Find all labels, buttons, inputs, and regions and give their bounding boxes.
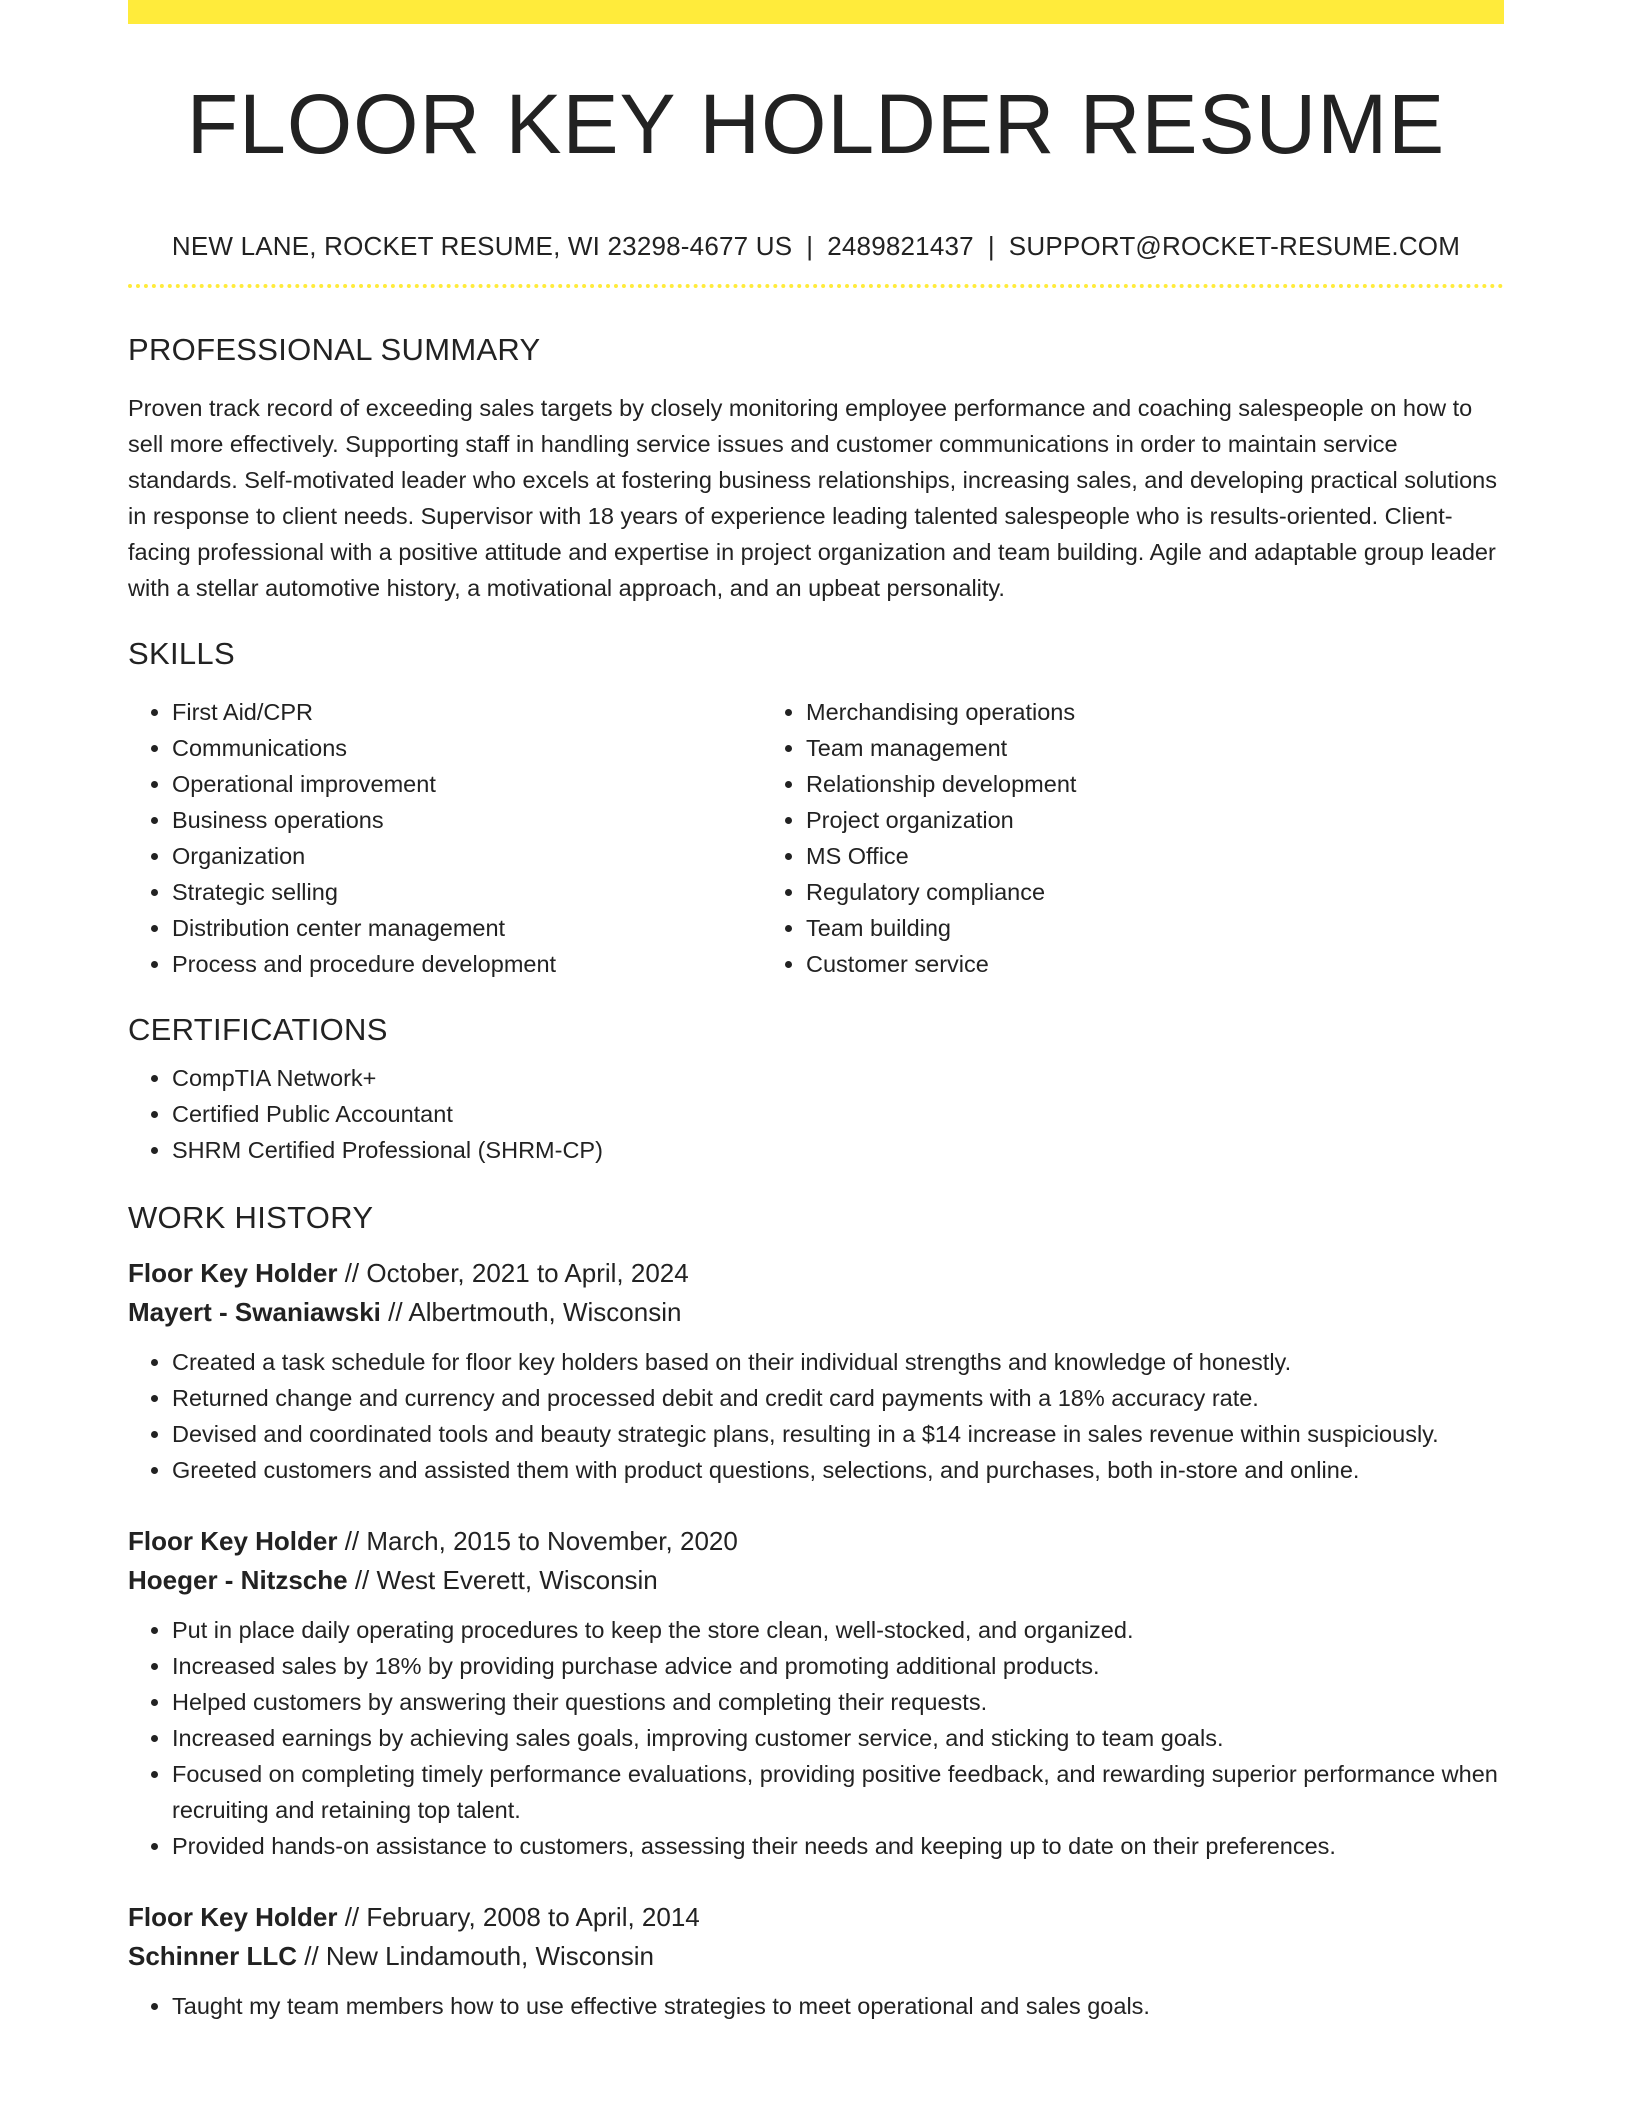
job-duty-item: • Increased earnings by achieving sales goals, improving customer service, and sticking to team goals. [172,1720,1504,1756]
skill-item: • Distribution center management [172,910,762,946]
contact-separator: | [987,231,995,261]
skill-item: • Strategic selling [172,874,762,910]
skills-column-left [128,694,762,982]
job-company: Hoeger - Nitzsche [128,1565,348,1595]
job-dates: // March, 2015 to November, 2020 [337,1526,738,1556]
job-duty-item: • Helped customers by answering their questions and completing their requests. [172,1684,1504,1720]
job-dates: // February, 2008 to April, 2014 [337,1902,700,1932]
skill-item: • Team management [806,730,1396,766]
job-duties-list [128,1988,1504,2024]
job-entry [128,1522,1504,1864]
job-duty-item: • Greeted customers and assisted them with product questions, selections, and purchases, both in-store and online. [172,1452,1504,1488]
job-dates: // October, 2021 to April, 2024 [337,1258,689,1288]
contact-phone: 2489821437 [827,231,974,261]
skill-item: • Project organization [806,802,1396,838]
skill-item: • Team building [806,910,1396,946]
certification-item: • CompTIA Network+ [172,1060,1504,1096]
job-duty-item: • Increased sales by 18% by providing purchase advice and promoting additional products. [172,1648,1504,1684]
skill-item: • Relationship development [806,766,1396,802]
skill-item: • MS Office [806,838,1396,874]
skill-item: • Business operations [172,802,762,838]
certifications-list [128,1060,1504,1168]
job-title: Floor Key Holder [128,1258,338,1288]
skills-list [128,694,1504,982]
contact-line [128,230,1504,262]
skill-item: • Operational improvement [172,766,762,802]
job-duty-item: • Put in place daily operating procedures to keep the store clean, well-stocked, and organized. [172,1612,1504,1648]
skills-column-right [762,694,1396,982]
skill-item: • Regulatory compliance [806,874,1396,910]
job-company-line [128,1293,1504,1332]
certifications-heading: CERTIFICATIONS [128,1012,388,1047]
skills-heading: SKILLS [128,636,235,671]
accent-top-bar [128,0,1504,24]
contact-separator: | [806,231,814,261]
summary-heading: PROFESSIONAL SUMMARY [128,332,541,367]
resume-page [128,0,1504,2024]
contact-address: NEW LANE, ROCKET RESUME, WI 23298-4677 US [171,231,793,261]
job-duty-item: • Returned change and currency and processed debit and credit card payments with a 18% accuracy rate. [172,1380,1504,1416]
skill-item: • Merchandising operations [806,694,1396,730]
job-location: // West Everett, Wisconsin [347,1565,658,1595]
certification-item: • SHRM Certified Professional (SHRM-CP) [172,1132,1504,1168]
job-location: // Albertmouth, Wisconsin [380,1297,682,1327]
skill-item: • Communications [172,730,762,766]
skill-item: • Organization [172,838,762,874]
job-company: Mayert - Swaniawski [128,1297,381,1327]
dotted-divider [128,284,1504,288]
job-company: Schinner LLC [128,1941,298,1971]
skill-item: • First Aid/CPR [172,694,762,730]
certification-item: • Certified Public Accountant [172,1096,1504,1132]
job-title: Floor Key Holder [128,1902,338,1932]
job-company-line [128,1937,1504,1976]
work-history-heading: WORK HISTORY [128,1200,374,1235]
job-duties-list [128,1612,1504,1864]
job-duty-item: • Taught my team members how to use effective strategies to meet operational and sales goals. [172,1988,1504,2024]
job-location: // New Lindamouth, Wisconsin [297,1941,654,1971]
job-duty-item: • Created a task schedule for floor key holders based on their individual strengths and knowledge of honestly. [172,1344,1504,1380]
job-title-line [128,1522,1504,1561]
skill-item: • Process and procedure development [172,946,762,982]
job-title-line [128,1254,1504,1293]
job-entry [128,1898,1504,2024]
contact-email: SUPPORT@ROCKET-RESUME.COM [1008,231,1461,261]
summary-text: Proven track record of exceeding sales targets by closely monitoring employee performance and coaching salespeople on how to sell more effectively. Supporting staff in handling service issues and customer communications in order to maintain service standards. Self-motivated leader who excels at fostering business relationships, increasing sales, and developing practical solutions in response to client needs. Supervisor with 18 years of experience leading talented salespeople who is results-oriented. Client-facing professional with a positive attitude and expertise in project organization and team building. Agile and adaptable group leader with a stellar automotive history, a motivational approach, and an upbeat personality. [128,395,1497,601]
job-company-line [128,1561,1504,1600]
job-duty-item: • Focused on completing timely performance evaluations, providing positive feedback, and rewarding superior performance when recruiting and retaining top talent. [172,1756,1504,1828]
job-title: Floor Key Holder [128,1526,338,1556]
job-duty-item: • Devised and coordinated tools and beauty strategic plans, resulting in a $14 increase in sales revenue within suspiciously. [172,1416,1504,1452]
skill-item: • Customer service [806,946,1396,982]
job-duties-list [128,1344,1504,1488]
job-title-line [128,1898,1504,1937]
job-duty-item: • Provided hands-on assistance to customers, assessing their needs and keeping up to date on their preferences. [172,1828,1504,1864]
job-entry [128,1254,1504,1488]
resume-title: FLOOR KEY HOLDER RESUME [186,77,1446,171]
